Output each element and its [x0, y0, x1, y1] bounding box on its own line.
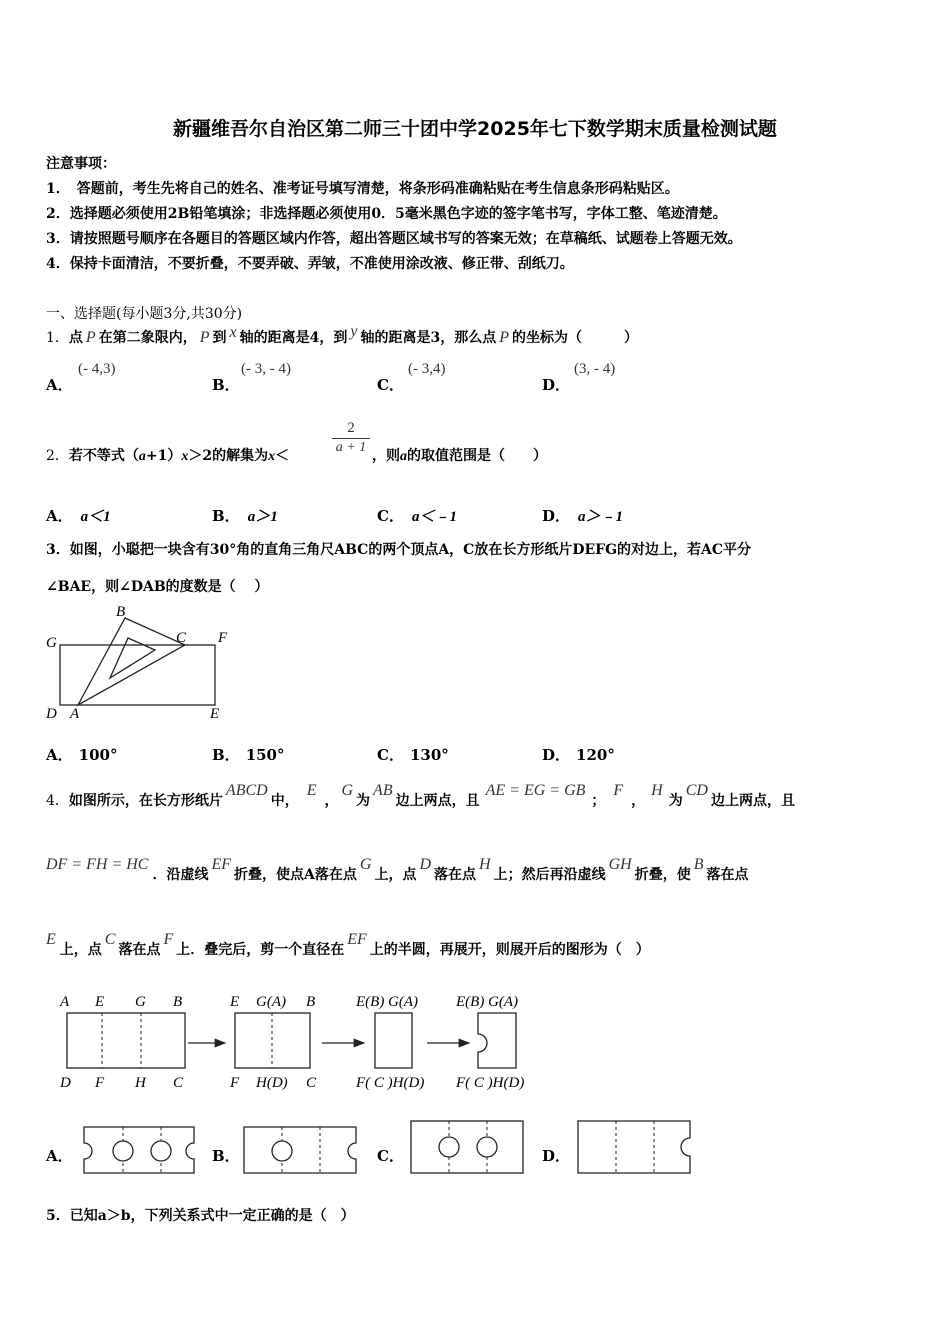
q4-option-b-label: B．	[212, 1147, 240, 1165]
question-number: 1．	[46, 330, 69, 346]
option-value: 130°	[409, 746, 449, 764]
q2-option-c	[377, 505, 457, 526]
q1-option-d-value: (3, - 4)	[574, 361, 616, 377]
step2-label-ga: G(A)	[256, 994, 286, 1010]
q1-option-b-value: (- 3, - 4)	[241, 361, 291, 377]
label-c: C	[176, 630, 187, 646]
notice-item-2: 2．选择题必须使用2B铅笔填涂；非选择题必须使用0．5毫米黑色字迹的签字笔书写，字体工整、笔迹清楚。	[46, 206, 727, 222]
question-number: 4．	[46, 793, 69, 809]
q4-option-d-figure	[574, 1118, 699, 1176]
option-a-hole-2	[151, 1141, 171, 1161]
notice-heading: 注意事项：	[46, 156, 116, 172]
fraction-bar	[332, 438, 370, 439]
option-label: A．	[46, 746, 73, 764]
math-x: x	[229, 324, 237, 341]
label-a: A	[70, 706, 80, 722]
math-h: H	[651, 782, 663, 799]
step1-label-h: H	[135, 1075, 146, 1091]
step1-label-e: E	[95, 994, 105, 1010]
math-a: a	[400, 449, 407, 464]
option-value: a＞1	[247, 509, 278, 525]
q1-text: 点	[68, 330, 83, 346]
label-e: E	[210, 706, 220, 722]
step4-label-top: E(B) G(A)	[456, 994, 519, 1010]
q1-option-a-value: (- 4,3)	[78, 361, 116, 377]
q2-text: ＞2的解集为	[188, 448, 269, 464]
q4-text: 折叠，使点A落在点	[234, 867, 357, 883]
step4-cut-shape	[478, 1013, 516, 1068]
q1-option-c-label: C．	[377, 376, 404, 394]
q4-text: 中，	[270, 793, 299, 809]
notice-item-4: 4．保持卡面清洁，不要折叠，不要弄破、弄皱，不准使用涂改液、修正带、刮纸刀。	[46, 256, 574, 272]
step1-label-f: F	[95, 1075, 105, 1091]
step1-rectangle	[67, 1013, 185, 1068]
math-e: E	[306, 782, 317, 799]
q4-text: 落在点	[118, 942, 161, 958]
question-4-line-3	[46, 931, 650, 959]
q2-option-d	[542, 505, 623, 526]
math-b: B	[693, 856, 704, 873]
page-title: 新疆维吾尔自治区第二师三十团中学2025年七下数学期末质量检测试题	[173, 118, 777, 140]
q1-option-a-label: A．	[46, 376, 73, 394]
triangle-inner	[110, 638, 155, 678]
q3-option-d	[542, 744, 615, 765]
math-p: P	[199, 329, 210, 346]
q1-option-b-label: B．	[212, 376, 240, 394]
label-b: B	[116, 604, 126, 620]
option-d-outline	[578, 1121, 690, 1173]
option-value: 100°	[78, 746, 118, 764]
option-b-hole	[272, 1141, 292, 1161]
q4-text: 边上两点，且	[395, 793, 480, 809]
math-ef: EF	[211, 856, 232, 873]
q2-option-b	[212, 505, 278, 526]
q4-text: 边上两点，且	[710, 793, 795, 809]
question-3-line-1: 3．如图，小聪把一块含有30°角的直角三角尺ABC的两个顶点A，C放在长方形纸片DEFG的对边上，若AC平分	[46, 542, 752, 558]
math-h: H	[479, 856, 491, 873]
question-4-line-2	[46, 856, 749, 884]
question-2	[46, 445, 289, 465]
label-f: F	[218, 630, 228, 646]
fraction-denominator: a + 1	[335, 440, 367, 455]
option-label: D．	[542, 507, 571, 525]
option-c-outline	[411, 1121, 523, 1173]
math-f: F	[613, 782, 624, 799]
q4-option-a-label: A．	[46, 1147, 73, 1165]
option-a-hole-1	[113, 1141, 133, 1161]
math-ae-eg-gb: AE = EG = GB	[485, 782, 586, 799]
question-5: 5．已知a＞b，下列关系式中一定正确的是（ ）	[46, 1208, 355, 1224]
option-label: D．	[542, 746, 571, 764]
section-heading: 一、选择题(每小题3分,共30分)	[46, 306, 243, 322]
q4-option-a-figure	[76, 1125, 204, 1175]
q4-option-c-label: C．	[377, 1147, 404, 1165]
label-d: D	[46, 706, 57, 722]
option-b-outline	[244, 1127, 356, 1173]
math-y: y	[350, 323, 358, 340]
q2-text: ，则	[372, 448, 400, 464]
math-ef: EF	[347, 931, 367, 948]
option-label: A．	[46, 507, 73, 525]
q4-text: 上，点	[59, 942, 102, 958]
step1-label-c: C	[173, 1075, 184, 1091]
math-x: x	[181, 449, 189, 464]
step3-label-top: E(B) G(A)	[356, 994, 419, 1010]
math-ab: AB	[373, 782, 393, 799]
q3-option-b	[212, 744, 285, 765]
step1-label-a: A	[60, 994, 70, 1010]
option-value: a＞﹣1	[578, 509, 624, 525]
step1-label-b: B	[173, 994, 183, 1010]
option-c-hole-1	[439, 1137, 459, 1157]
triangle-outer	[78, 618, 185, 705]
fraction	[332, 420, 370, 456]
math-x: x	[268, 449, 276, 464]
option-value: 150°	[245, 746, 285, 764]
q2-text: ＜	[275, 448, 290, 464]
q1-text: 轴的距离是4，到	[239, 330, 348, 346]
q4-text: 上．叠完后，剪一个直径在	[176, 942, 345, 958]
math-a: a	[138, 449, 146, 464]
option-c-hole-2	[477, 1137, 497, 1157]
math-cd: CD	[685, 782, 708, 799]
option-label: B．	[212, 507, 240, 525]
q4-text: ；	[591, 793, 606, 809]
q4-text: 上；然后再沿虚线	[493, 867, 606, 883]
question-number: 2．	[46, 448, 69, 464]
q1-text: 在第二象限内，	[98, 330, 197, 346]
q4-text: 落在点	[434, 867, 477, 883]
math-abcd: ABCD	[225, 782, 268, 799]
math-c: C	[104, 931, 116, 948]
q4-text: 上的半圆，再展开，则展开后的图形为（ ）	[369, 942, 650, 958]
math-gh: GH	[608, 856, 632, 873]
q3-figure	[40, 600, 240, 725]
step2-label-b: B	[306, 994, 316, 1010]
q2-text: 若不等式（	[68, 448, 139, 464]
q4-text: 折叠，使	[634, 867, 691, 883]
question-2-tail	[372, 445, 547, 465]
math-g: G	[359, 856, 372, 873]
q4-text: 为	[356, 793, 371, 809]
q4-text: 落在点	[706, 867, 749, 883]
q3-option-c	[377, 744, 449, 765]
q4-text: 为	[668, 793, 683, 809]
step2-label-e: E	[230, 994, 240, 1010]
step3-label-bottom: F( C )H(D)	[356, 1075, 425, 1091]
question-3-line-2: ∠BAE，则∠DAB的度数是（ ）	[46, 579, 269, 595]
notice-item-3: 3．请按照题号顺序在各题目的答题区域内作答，超出答题区域书写的答案无效；在草稿纸、试题卷上答题无效。	[46, 231, 742, 247]
option-value: a＜﹣1	[411, 509, 457, 525]
q2-option-a	[46, 505, 111, 526]
q2-text: +1）	[145, 448, 182, 464]
q1-text: 到	[212, 330, 227, 346]
math-p: P	[85, 329, 96, 346]
option-label: C．	[377, 507, 404, 525]
q4-text: ．沿虚线	[152, 867, 209, 883]
math-g: G	[341, 782, 354, 799]
label-g: G	[46, 635, 57, 651]
q1-option-d-label: D．	[542, 376, 571, 394]
math-p: P	[499, 329, 509, 346]
option-label: C．	[377, 746, 404, 764]
question-4-line-1	[46, 782, 795, 810]
q4-option-b-figure	[240, 1125, 365, 1175]
q3-option-a	[46, 744, 117, 765]
q1-text: 轴的距离是3，那么点	[360, 330, 497, 346]
question-1	[46, 323, 638, 347]
option-value: 120°	[576, 746, 615, 764]
step2-label-c: C	[306, 1075, 317, 1091]
math-d: D	[419, 856, 432, 873]
math-e: E	[46, 931, 56, 948]
q1-text: 的坐标为（ ）	[511, 330, 638, 346]
fraction-numerator: 2	[347, 420, 355, 436]
q4-option-c-figure	[408, 1118, 528, 1176]
q4-text: 上，点	[374, 867, 417, 883]
step3-rectangle	[375, 1013, 412, 1068]
option-a-outline	[84, 1127, 194, 1173]
q4-text: 如图所示，在长方形纸片	[68, 793, 223, 809]
q4-option-d-label: D．	[542, 1147, 571, 1165]
q4-folding-figure	[50, 988, 550, 1093]
option-value: a＜1	[80, 509, 111, 525]
math-df-fh-hc: DF = FH = HC	[46, 856, 149, 873]
math-f: F	[163, 931, 174, 948]
q1-option-c-value: (- 3,4)	[408, 361, 446, 377]
step1-label-g: G	[135, 994, 146, 1010]
step2-label-hd: H(D)	[256, 1075, 288, 1091]
step4-label-bottom: F( C )H(D)	[456, 1075, 525, 1091]
notice-item-1: 1． 答题前，考生先将自己的姓名、准考证号填写清楚，将条形码准确粘贴在考生信息条形码粘贴区。	[46, 181, 679, 197]
q4-text: ，	[324, 793, 339, 809]
option-label: B．	[212, 746, 240, 764]
step1-label-d: D	[60, 1075, 71, 1091]
step2-label-f: F	[230, 1075, 240, 1091]
q2-text: 的取值范围是（ ）	[407, 448, 547, 464]
q4-text: ，	[631, 793, 646, 809]
